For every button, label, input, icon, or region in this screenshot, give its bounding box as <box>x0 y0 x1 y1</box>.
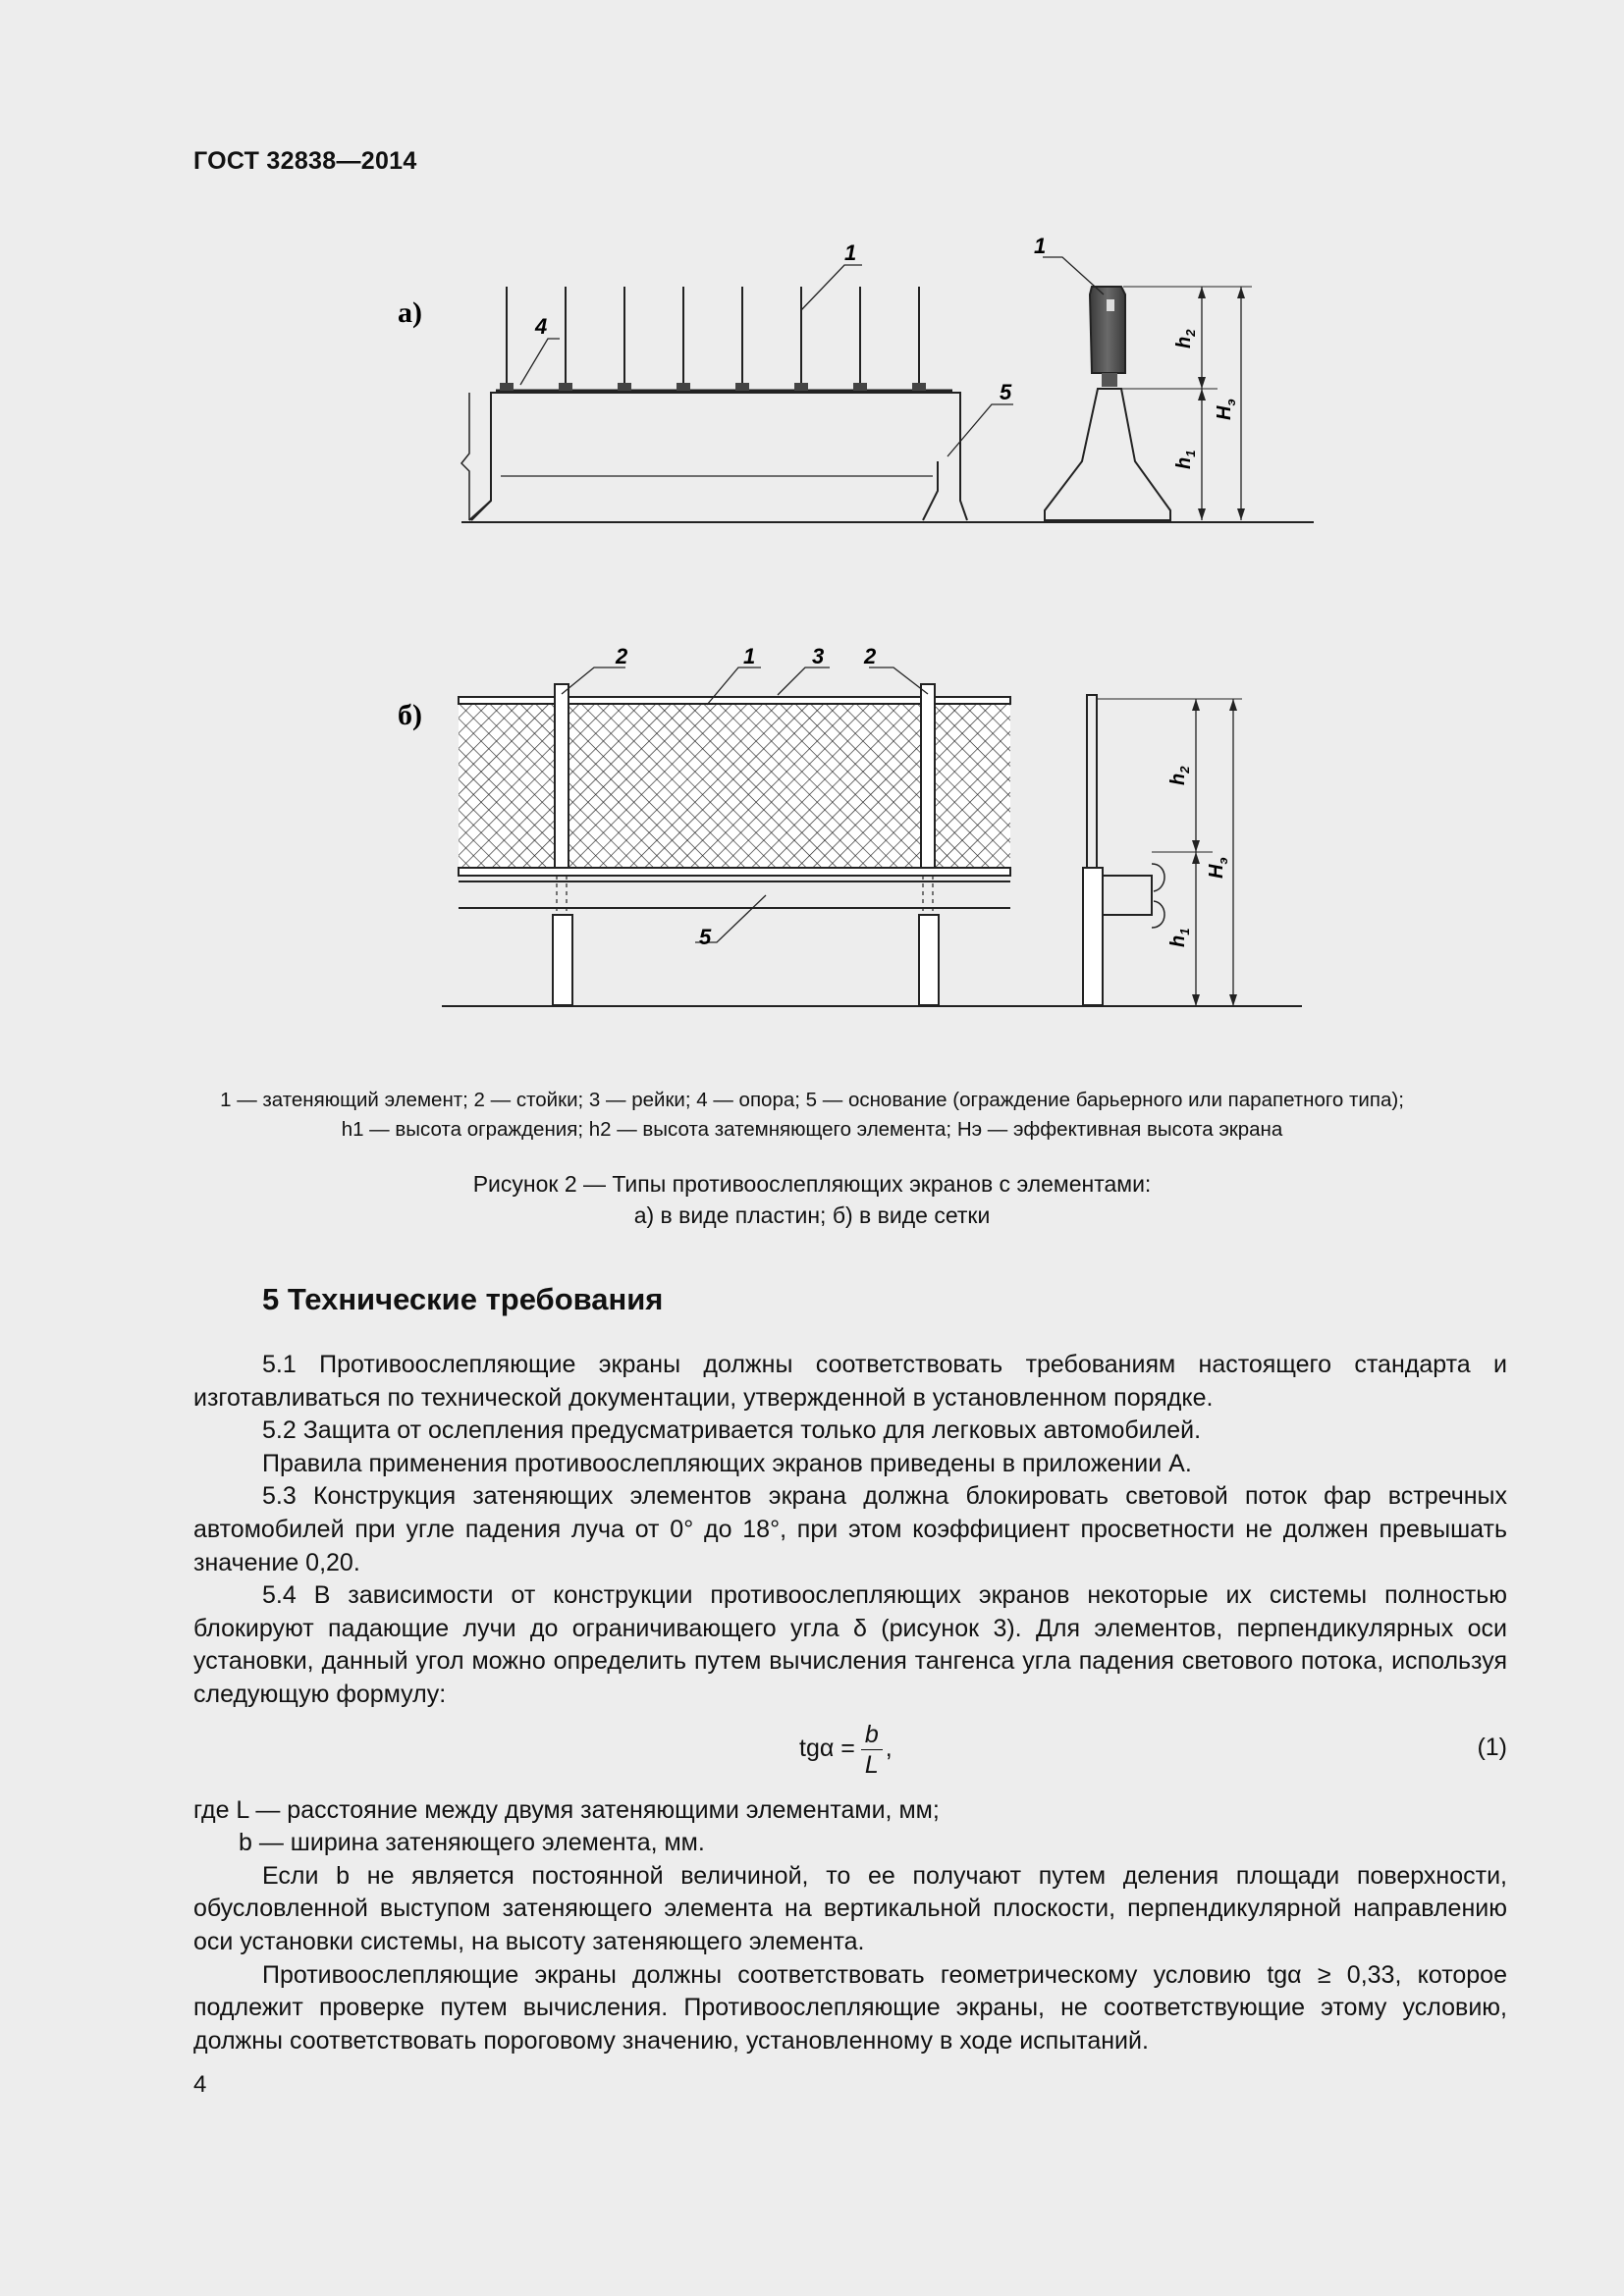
callout-a-1: 1 <box>844 240 857 265</box>
panel-a-label: а) <box>398 296 422 329</box>
legend-line-1: 1 — затеняющий элемент; 2 — стойки; 3 — рейки; 4 — опора; 5 — основание (ограждение барьерного или парапетного типа); <box>220 1089 1404 1111</box>
svg-text:h2 <box>1167 766 1192 785</box>
formula-lhs: tgα = <box>799 1735 855 1763</box>
dim-labels-b <box>1167 766 1230 947</box>
dim-h1-a: h <box>1173 456 1195 469</box>
paragraph-5-2-rules: Правила применения противоослепляющих экранов приведены в приложении А. <box>262 1449 1192 1477</box>
where-b: b — ширина затеняющего элемента, мм. <box>239 1829 705 1857</box>
paragraph-5-2: 5.2 Защита от ослепления предусматривается только для легковых автомобилей. <box>262 1416 1202 1445</box>
document-header: ГОСТ 32838—2014 <box>193 147 417 175</box>
dim-h2-a: h <box>1173 336 1195 348</box>
formula-1 <box>193 1712 1507 1794</box>
callout-a-4: 4 <box>535 314 548 339</box>
svg-text:h2 <box>1173 329 1198 348</box>
callout-b-1: 1 <box>743 644 756 668</box>
callout-a-5: 5 <box>1000 380 1012 404</box>
section-heading: 5 Технические требования <box>262 1282 664 1316</box>
callout-b-2-left: 2 <box>616 644 628 668</box>
where-L: где L — расстояние между двумя затеняющими элементами, мм; <box>193 1795 940 1824</box>
panel-b-front-view <box>442 667 1302 1006</box>
callout-b-3: 3 <box>812 644 825 668</box>
dim-h2-a-sub: 2 <box>1183 329 1198 337</box>
svg-text:Hэ <box>1206 857 1230 879</box>
formula-tail: , <box>885 1735 893 1763</box>
callout-a-1-side: 1 <box>1034 234 1047 258</box>
paragraph-5-4: 5.4 В зависимости от конструкции противоослепляющих экранов некоторые их системы полностью блокируют падающие лучи до ограничивающего угла δ (рисунок 3). Для элементов, перпендикулярных оси установки, данный угол можно определить путем вычисления тангенса угла падения светового потока, используя следующую формулу: <box>193 1581 1507 1708</box>
svg-text:h1 <box>1167 929 1192 947</box>
svg-text:Hэ <box>1214 399 1238 420</box>
panel-b-label: б) <box>398 699 422 731</box>
section-body <box>193 1349 1507 2057</box>
formula-fraction <box>861 1720 883 1780</box>
figure-title-line-2: а) в виде пластин; б) в виде сетки <box>633 1202 991 1228</box>
callout-b-2-right: 2 <box>864 644 877 668</box>
dim-He-b: H <box>1206 864 1227 879</box>
dim-h2-b-sub: 2 <box>1177 766 1192 774</box>
panel-a-front-view <box>461 265 1314 522</box>
legend-line-2: h1 — высота ограждения; h2 — высота затемняющего элемента; Hэ — эффективная высота экрана <box>341 1118 1283 1141</box>
figure-2-drawing <box>0 0 1624 1041</box>
panel-b-side-view <box>1083 695 1242 1006</box>
formula-number: (1) <box>1477 1733 1507 1761</box>
panel-a-side-view <box>1043 257 1252 520</box>
paragraph-5-3: 5.3 Конструкция затеняющих элементов экрана должна блокировать световой поток фар встречных автомобилей при угле падения луча от 0° до 18°, при этом коэффициент просветности не должен превышать значение 0,20. <box>193 1482 1507 1576</box>
callout-b-5: 5 <box>699 925 712 949</box>
page-number: 4 <box>193 2071 207 2098</box>
formula-denominator: L <box>864 1750 879 1779</box>
figure-legend <box>147 1086 1477 1145</box>
dim-labels-a <box>1173 329 1238 469</box>
dim-h1-b-sub: 1 <box>1177 928 1192 935</box>
figure-title <box>147 1168 1477 1231</box>
dim-h1-b: h <box>1167 934 1189 947</box>
paragraph-if-b: Если b не является постоянной величиной, то ее получают путем деления площади поверхности, обусловленной выступом затеняющего элемента на вертикальной плоскости, перпендикулярной направлению оси установки системы, на высоту затеняющего элемента. <box>193 1861 1507 1955</box>
dim-He-b-sub: э <box>1216 857 1230 865</box>
formula-numerator: b <box>861 1720 883 1750</box>
dim-He-a-sub: э <box>1223 399 1238 406</box>
figure-title-line-1: Рисунок 2 — Типы противоослепляющих экранов с элементами: <box>472 1171 1152 1197</box>
dim-He-a: H <box>1214 405 1235 420</box>
paragraph-5-1: 5.1 Противоослепляющие экраны должны соответствовать требованиям настоящего стандарта и изготавливаться по технической документации, утвержденной в установленном порядке. <box>193 1351 1507 1412</box>
svg-text:h1 <box>1173 451 1198 469</box>
dim-h2-b: h <box>1167 773 1189 785</box>
dim-h1-a-sub: 1 <box>1183 450 1198 457</box>
paragraph-geometric-condition: Противоослепляющие экраны должны соответствовать геометрическому условию tgα ≥ 0,33, которое подлежит проверке путем вычисления. Противоослепляющие экраны, не соответствующие этому условию, должны соответствовать пороговому значению, установленному в ходе испытаний. <box>193 1960 1507 2055</box>
